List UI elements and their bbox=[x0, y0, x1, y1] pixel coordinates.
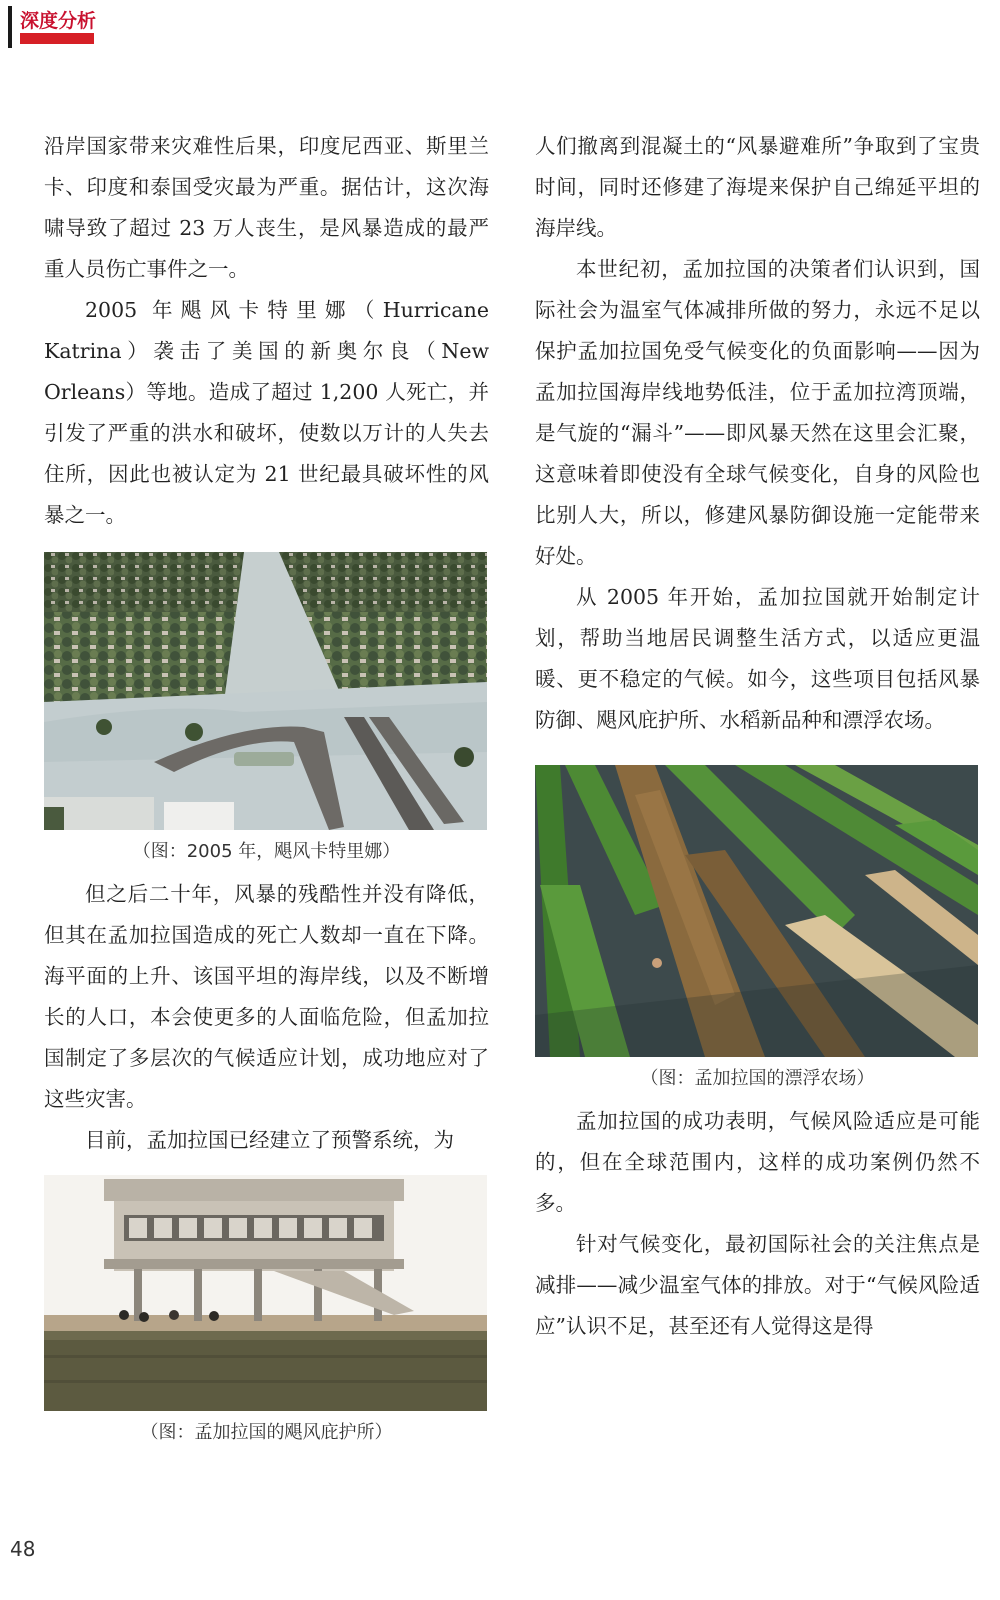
paragraph: 目前，孟加拉国已经建立了预警系统，为 bbox=[85, 1128, 454, 1152]
section-tag-bar bbox=[8, 6, 12, 48]
paragraph: 本世纪初，孟加拉国的决策者们认识到，国际社会为温室气体减排所做的努力，永远不足以保护孟加拉国免受气候变化的负面影响——因为孟加拉国海岸线地势低洼，位于孟加拉湾顶端，是气旋的“漏斗”——即风暴天然在这里会汇聚，这意味着即使没有全球气候变化，自身的风险也比别人大，所以，修建风暴防御设施一定能带来好处。 bbox=[535, 257, 980, 568]
figure-caption-floating-farm: （图：孟加拉国的漂浮农场） bbox=[640, 1068, 875, 1089]
figure-caption-shelter: （图：孟加拉国的飓风庇护所） bbox=[140, 1422, 393, 1443]
paragraph: 针对气候变化，最初国际社会的关注焦点是减排——减少温室气体的排放。对于“气候风险适应”认识不足，甚至还有人觉得这是得 bbox=[535, 1232, 980, 1338]
cyclone-shelter-photo bbox=[44, 1175, 487, 1411]
left-column bbox=[44, 126, 489, 1455]
paragraph: 从 2005 年开始，孟加拉国就开始制定计划，帮助当地居民调整生活方式，以适应更温暖、更不稳定的气候。如今，这些项目包括风暴防御、飓风庇护所、水稻新品种和漂浮农场。 bbox=[535, 585, 980, 732]
paragraph: 2005 年飓风卡特里娜（Hurricane Katrina）袭击了美国的新奥尔良（New Orleans）等地。造成了超过 1,200 人死亡，并引发了严重的洪水和破坏，使数以万计的人失去住所，因此也被认定为 21 世纪最具破坏性的风暴之一。 bbox=[44, 298, 489, 527]
paragraph: 孟加拉国的成功表明，气候风险适应是可能的，但在全球范围内，这样的成功案例仍然不多。 bbox=[535, 1109, 980, 1215]
figure-caption-hurricane: （图：2005 年，飓风卡特里娜） bbox=[132, 841, 401, 862]
section-underline bbox=[20, 33, 94, 44]
floating-farm-photo bbox=[535, 765, 978, 1057]
paragraph: 人们撤离到混凝土的“风暴避难所”争取到了宝贵时间，同时还修建了海堤来保护自己绵延平坦的海岸线。 bbox=[535, 134, 980, 240]
right-column bbox=[535, 126, 980, 1347]
page-number: 48 bbox=[10, 1537, 36, 1561]
paragraph: 沿岸国家带来灾难性后果，印度尼西亚、斯里兰卡、印度和泰国受灾最为严重。据估计，这次海啸导致了超过 23 万人丧生，是风暴造成的最严重人员伤亡事件之一。 bbox=[44, 134, 489, 281]
hurricane-katrina-photo bbox=[44, 552, 487, 830]
paragraph: 但之后二十年，风暴的残酷性并没有降低，但其在孟加拉国造成的死亡人数却一直在下降。海平面的上升、该国平坦的海岸线，以及不断增长的人口，本会使更多的人面临危险，但孟加拉国制定了多层次的气候适应计划，成功地应对了这些灾害。 bbox=[44, 882, 489, 1111]
section-title: 深度分析 bbox=[20, 10, 97, 32]
